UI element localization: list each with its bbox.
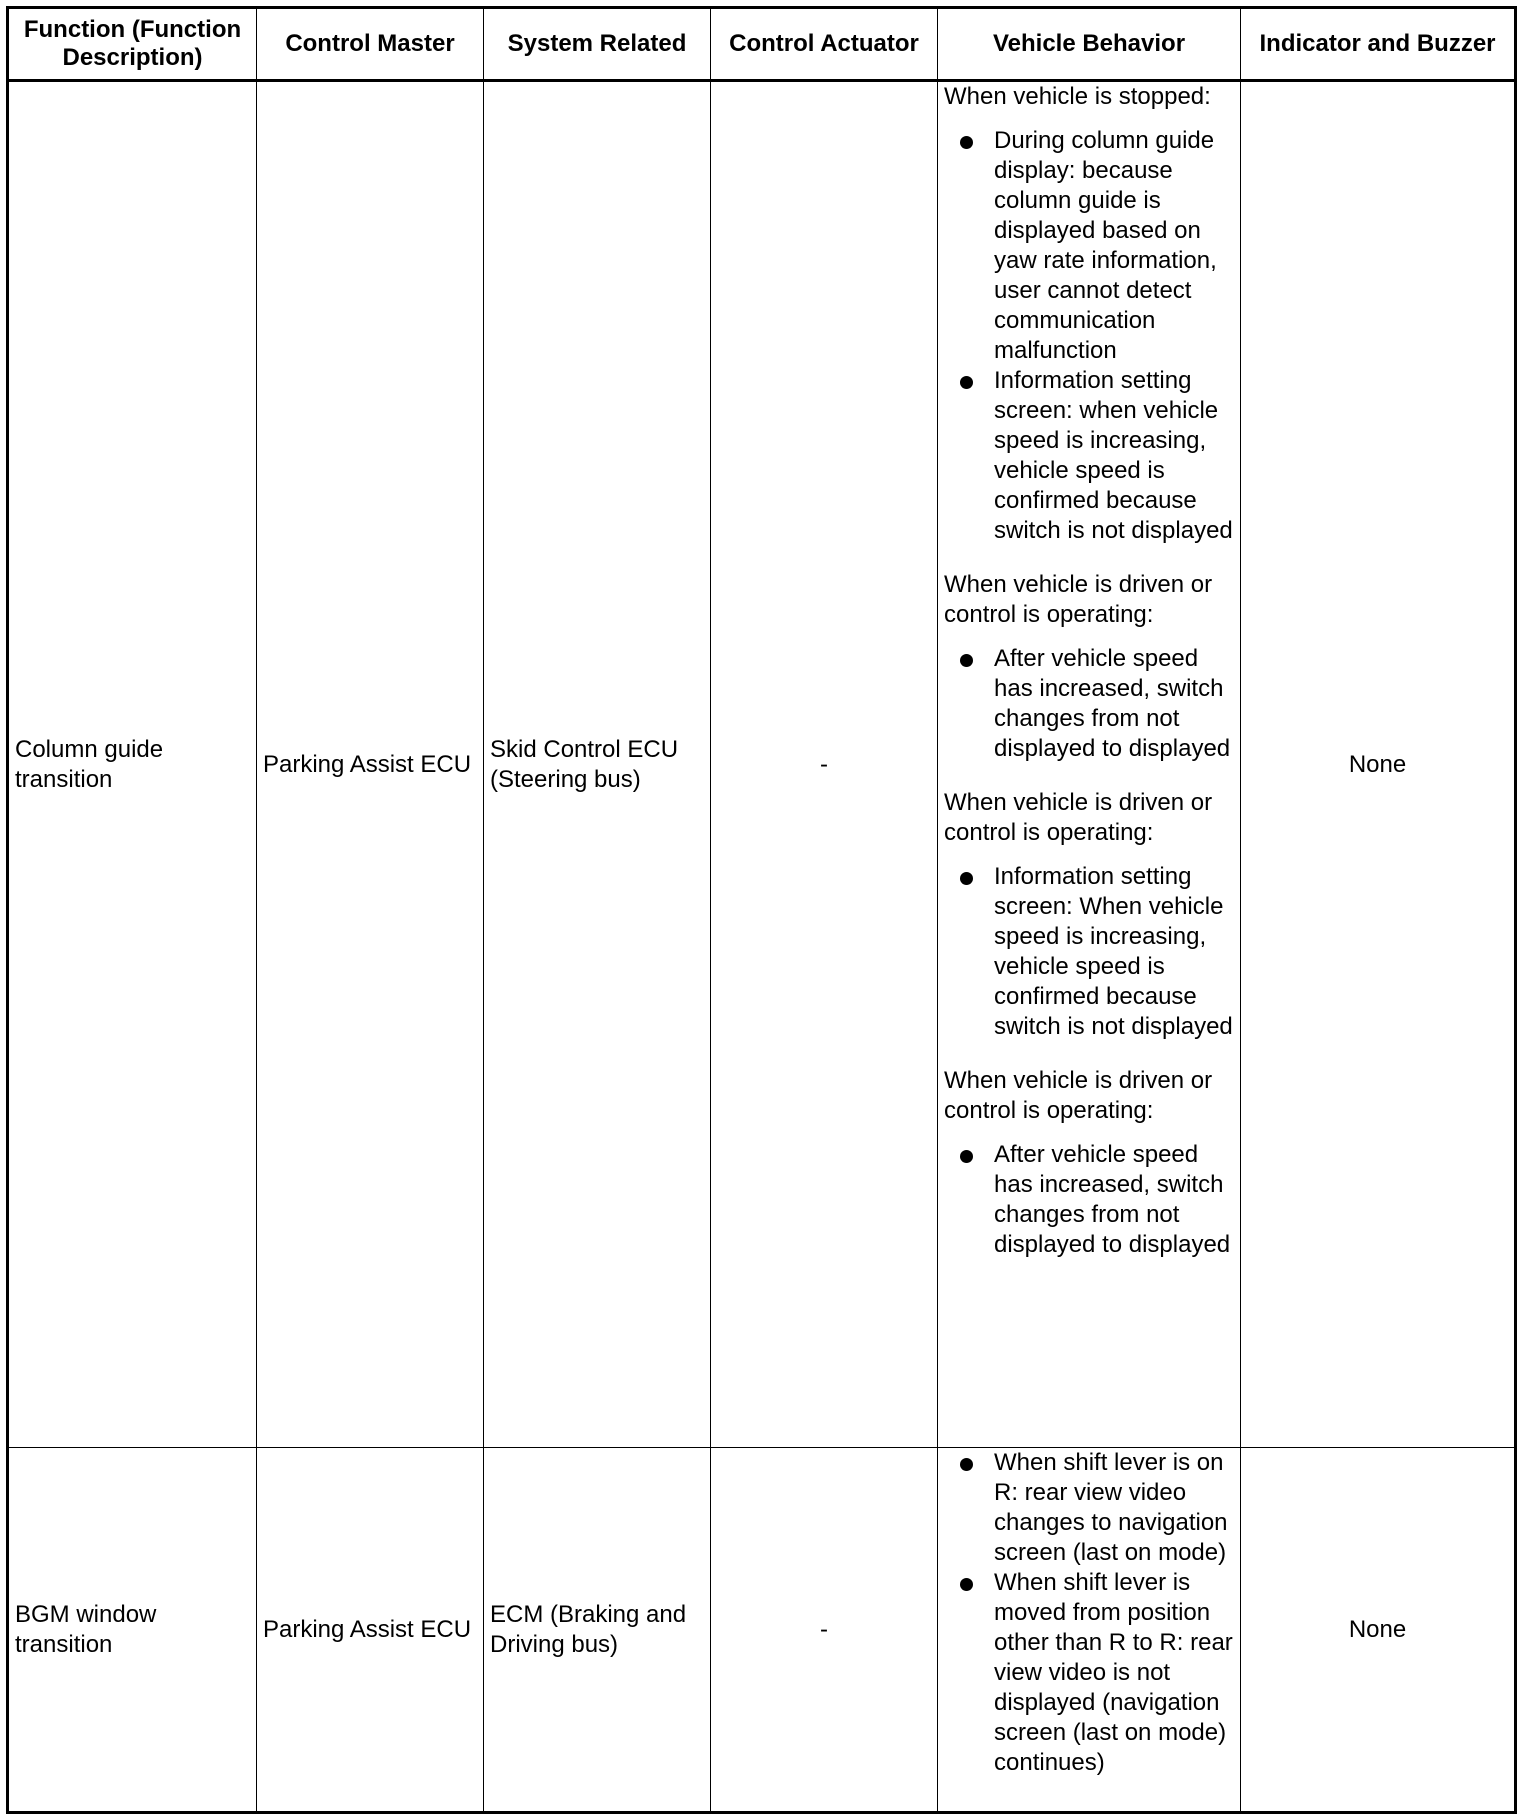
behavior-item: When shift lever is moved from position other than R to R: rear view video is not displayed (navigation screen (last on mode) continues) [994, 1569, 1233, 1776]
table-header-row [8, 8, 1516, 81]
function-cell: BGM window transition [8, 1448, 257, 1813]
header-indicator-buzzer: Indicator and Buzzer [1241, 8, 1516, 81]
indicator-buzzer-cell: None [1241, 1448, 1516, 1813]
header-function: Function (Function Description) [8, 8, 257, 81]
behavior-item: During column guide display: because column guide is displayed based on yaw rate information, user cannot detect communication malfunction [994, 126, 1234, 366]
behavior-condition: When vehicle is driven or control is operating: [944, 571, 1213, 628]
control-master-cell: Parking Assist ECU [257, 1448, 484, 1813]
table-row [8, 81, 1516, 1448]
control-actuator-cell: - [711, 1448, 938, 1813]
indicator-buzzer-cell: None [1241, 81, 1516, 1448]
system-related-cell: Skid Control ECU (Steering bus) [484, 81, 711, 1448]
behavior-list [944, 862, 1234, 1042]
function-cell: Column guide transition [8, 81, 257, 1448]
behavior-condition: When vehicle is stopped: [944, 83, 1211, 110]
vehicle-behavior-cell [938, 1448, 1241, 1813]
control-actuator-cell: - [711, 81, 938, 1448]
behavior-item: When shift lever is on R: rear view video changes to navigation screen (last on mode) [994, 1448, 1234, 1568]
behavior-list [944, 644, 1234, 764]
behavior-item: Information setting screen: when vehicle speed is increasing, vehicle speed is confirmed because switch is not displayed [994, 367, 1233, 544]
behavior-condition: When vehicle is driven or control is operating: [944, 789, 1213, 846]
behavior-condition: When vehicle is driven or control is operating: [944, 1067, 1213, 1124]
behavior-list [944, 126, 1234, 546]
header-control-actuator: Control Actuator [711, 8, 938, 81]
behavior-item: Information setting screen: When vehicle speed is increasing, vehicle speed is confirmed because switch is not displayed [994, 863, 1233, 1040]
header-control-master: Control Master [257, 8, 484, 81]
header-system-related: System Related [484, 8, 711, 81]
behavior-list [944, 1140, 1234, 1260]
behavior-list [944, 1448, 1234, 1778]
system-related-cell: ECM (Braking and Driving bus) [484, 1448, 711, 1813]
vehicle-behavior-cell [938, 81, 1241, 1448]
header-vehicle-behavior: Vehicle Behavior [938, 8, 1241, 81]
table-row [8, 1448, 1516, 1813]
behavior-item: After vehicle speed has increased, switch changes from not displayed to displayed [994, 644, 1234, 764]
function-spec-table [6, 6, 1517, 1814]
control-master-cell: Parking Assist ECU [257, 81, 484, 1448]
behavior-item: After vehicle speed has increased, switch changes from not displayed to displayed [994, 1140, 1234, 1260]
